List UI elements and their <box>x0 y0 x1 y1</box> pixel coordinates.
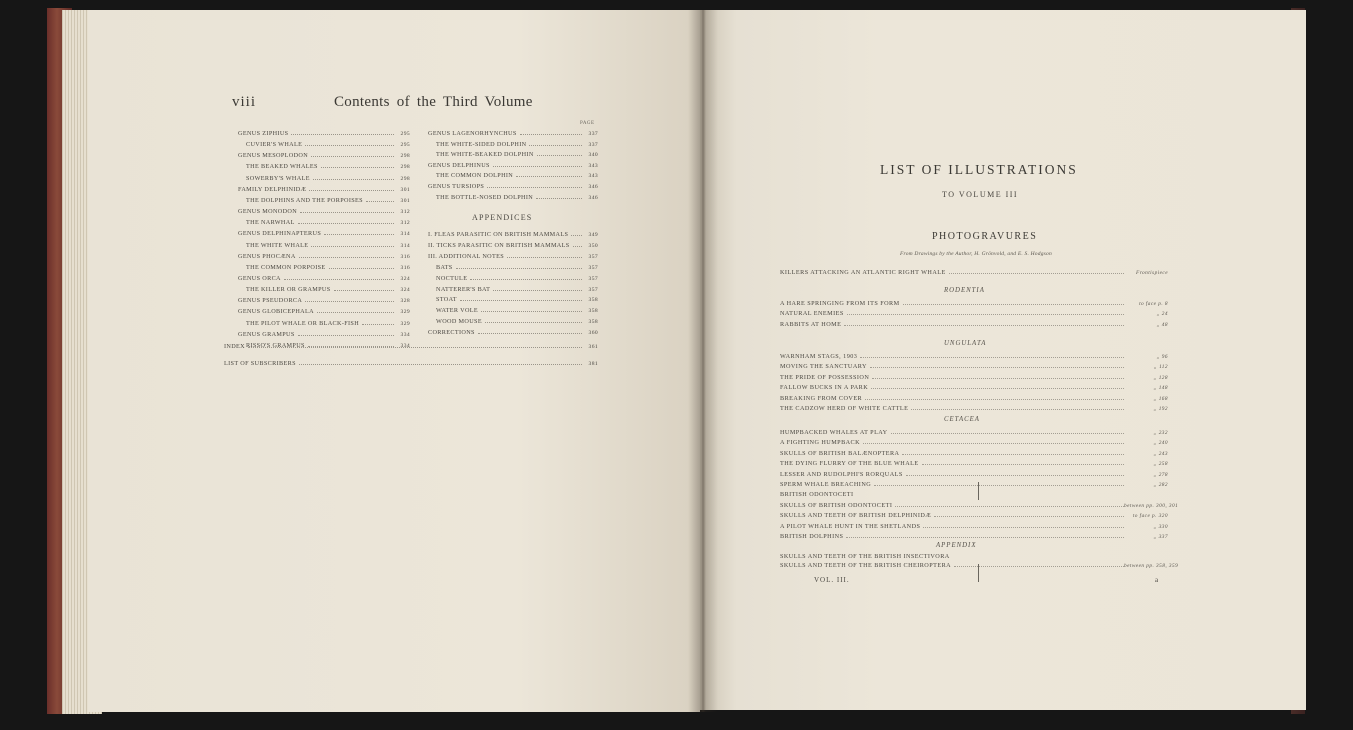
illustration-entry <box>780 307 1168 317</box>
toc-entry <box>436 261 598 271</box>
illustrations-title: LIST OF ILLUSTRATIONS <box>880 162 1078 177</box>
toc-entry-label: GENUS GRAMPUS <box>238 330 295 338</box>
dot-leader <box>954 566 1124 567</box>
illustration-title: SKULLS OF BRITISH BALÆNOPTERA <box>780 449 900 457</box>
toc-entry <box>246 261 410 271</box>
illustration-title: BRITISH DOLPHINS <box>780 533 844 540</box>
dot-leader <box>871 388 1124 389</box>
toc-entry-page: 346 <box>588 184 598 190</box>
toc-entry-label: I. FLEAS PARASITIC ON BRITISH MAMMALS <box>428 231 569 238</box>
illustration-page-ref: „ 337 <box>1153 534 1168 540</box>
illustration-entry <box>780 436 1168 446</box>
toc-entry-label: THE BEAKED WHALES <box>246 163 318 171</box>
illustration-title: BREAKING FROM COVER <box>780 394 863 402</box>
dot-leader <box>487 187 582 188</box>
illustration-entry <box>780 520 1168 530</box>
illustration-title: FALLOW BUCKS IN A PARK <box>780 384 869 392</box>
illustration-page-ref: between pp. 358, 359 <box>1124 563 1179 569</box>
toc-entry-label: GENUS MONODON <box>238 208 298 216</box>
right-page <box>700 10 1306 710</box>
dot-leader <box>516 176 582 177</box>
dot-leader <box>507 257 582 258</box>
toc-entry <box>238 205 410 215</box>
dot-leader <box>844 325 1124 326</box>
illustration-entry <box>780 488 1168 498</box>
toc-entry-label: NOCTULE <box>436 274 468 282</box>
illustration-page-ref: „ 48 <box>1156 321 1168 328</box>
illustration-entry <box>780 457 1168 467</box>
toc-entry <box>224 357 598 367</box>
dot-leader <box>313 179 394 180</box>
toc-entry-page: 298 <box>400 153 410 160</box>
toc-entry-page: 346 <box>588 194 598 201</box>
toc-entry-page: 324 <box>400 287 410 294</box>
dot-leader <box>305 145 394 146</box>
dot-leader <box>311 246 394 247</box>
illustration-entry <box>780 402 1168 412</box>
dot-leader <box>362 324 394 325</box>
illustration-page-ref: „ 240 <box>1153 440 1168 447</box>
toc-entry <box>436 169 598 179</box>
toc-entry <box>238 250 410 260</box>
toc-entry-page: 301 <box>400 197 410 204</box>
toc-entry-label: GENUS MESOPLODON <box>238 152 309 160</box>
dot-leader <box>291 134 394 135</box>
illustration-title: BRITISH ODONTOCETI <box>780 491 854 499</box>
illustration-entry <box>780 478 1168 488</box>
signature-mark: a <box>1155 576 1160 584</box>
toc-entry <box>246 239 410 249</box>
dot-leader <box>922 464 1124 465</box>
illustration-title: SKULLS AND TEETH OF THE BRITISH INSECTIVORA <box>780 553 950 560</box>
dot-leader <box>902 454 1124 455</box>
dot-leader <box>520 134 582 135</box>
toc-entry-label: BATS <box>436 263 453 271</box>
toc-entry-label: THE WHITE WHALE <box>246 241 309 249</box>
dot-leader <box>911 409 1124 410</box>
dot-leader <box>300 212 394 213</box>
toc-entry-label: RISSO'S GRAMPUS <box>246 341 305 349</box>
dot-leader <box>284 279 394 280</box>
brace-mark <box>976 482 979 500</box>
toc-entry <box>238 183 410 193</box>
illustration-page-ref: between pp. 300, 301 <box>1124 502 1179 509</box>
dot-leader <box>456 268 582 269</box>
dot-leader <box>460 300 582 301</box>
toc-entry-page: 358 <box>588 319 598 326</box>
illustration-entry <box>780 318 1168 328</box>
toc-entry-page: 329 <box>400 320 410 327</box>
illustration-title: KILLERS ATTACKING AN ATLANTIC RIGHT WHALE <box>780 269 946 276</box>
page-column-header: PAGE <box>580 121 595 126</box>
toc-entry-page: 295 <box>400 142 410 149</box>
dot-leader <box>903 304 1124 305</box>
illustration-page-ref: „ 24 <box>1156 311 1168 318</box>
toc-entry-page: 349 <box>588 232 598 238</box>
toc-entry <box>246 172 410 182</box>
illustration-entry <box>780 426 1168 436</box>
illustration-page-ref: „ 330 <box>1153 523 1168 530</box>
illustration-entry <box>780 392 1168 402</box>
toc-entry <box>428 228 598 238</box>
illustration-page-ref: „ 282 <box>1153 482 1168 488</box>
toc-entry-page: 381 <box>588 361 598 367</box>
category-heading: UNGULATA <box>944 340 987 347</box>
illustration-page-ref: to face p. 320 <box>1132 513 1168 520</box>
dot-leader <box>863 443 1124 444</box>
toc-entry-page: 328 <box>400 298 410 305</box>
toc-entry <box>428 239 598 249</box>
toc-entry <box>238 227 410 237</box>
illustration-title: SKULLS OF BRITISH ODONTOCETI <box>780 501 893 509</box>
dot-leader <box>493 166 582 167</box>
illustration-page-ref: „ 232 <box>1153 430 1168 436</box>
toc-entry-page: 357 <box>588 253 598 260</box>
illustration-page-ref: „ 243 <box>1153 450 1168 457</box>
illustration-title: WARNHAM STAGS, 1903 <box>780 353 858 360</box>
dot-leader <box>847 314 1124 315</box>
dot-leader <box>309 190 394 191</box>
toc-entry-label: II. TICKS PARASITIC ON BRITISH MAMMALS <box>428 241 570 249</box>
dot-leader <box>571 235 582 236</box>
toc-entry <box>246 283 410 293</box>
illustration-page-ref: „ 278 <box>1153 471 1168 478</box>
appendices-heading: APPENDICES <box>472 213 533 222</box>
toc-entry-page: 314 <box>400 242 410 249</box>
dot-leader <box>537 155 582 156</box>
dot-leader <box>324 234 394 235</box>
toc-entry <box>436 283 598 293</box>
illustration-entry <box>780 499 1179 509</box>
dot-leader <box>895 506 1124 507</box>
category-heading: CETACEA <box>944 416 980 423</box>
toc-entry-page: 357 <box>588 286 598 293</box>
toc-entry-label: THE BOTTLE-NOSED DOLPHIN <box>436 193 534 201</box>
illustration-page-ref: „ 112 <box>1153 364 1168 371</box>
toc-entry <box>436 191 598 201</box>
dot-leader <box>321 167 394 168</box>
illustration-title: THE DYING FLURRY OF THE BLUE WHALE <box>780 460 919 468</box>
toc-entry <box>238 305 410 315</box>
toc-entry <box>246 160 410 170</box>
toc-entry-page: 350 <box>588 242 598 249</box>
illustration-title: SPERM WHALE BREACHING <box>780 481 872 488</box>
dot-leader <box>299 364 582 365</box>
toc-entry <box>428 250 598 260</box>
credit-line: From Drawings by the Author, H. Grönvold, and E. S. Hodgson <box>900 251 1052 257</box>
dot-leader <box>870 367 1124 368</box>
dot-leader <box>366 201 394 202</box>
dot-leader <box>573 246 582 247</box>
toc-entry-label: GENUS DELPHINUS <box>428 161 490 169</box>
toc-entry-page: 361 <box>588 344 598 350</box>
dot-leader <box>860 357 1124 358</box>
toc-entry <box>224 340 598 350</box>
illustration-title: NATURAL ENEMIES <box>780 310 844 318</box>
toc-entry-page: 360 <box>588 330 598 337</box>
illustration-page-ref: „ 258 <box>1153 461 1168 468</box>
toc-entry-label: FAMILY DELPHINIDÆ <box>238 185 307 193</box>
illustration-title: A PILOT WHALE HUNT IN THE SHETLANDS <box>780 522 921 530</box>
toc-entry <box>246 317 410 327</box>
toc-entry <box>436 148 598 158</box>
toc-entry <box>238 127 410 137</box>
toc-entry <box>436 315 598 325</box>
book-gutter <box>688 10 718 712</box>
dot-leader <box>317 312 394 313</box>
toc-entry <box>436 272 598 282</box>
toc-entry-page: 358 <box>588 308 598 315</box>
illustration-title: A FIGHTING HUMPBACK <box>780 439 861 447</box>
toc-entry-page: 295 <box>400 131 410 137</box>
illustration-title: LESSER AND RUDOLPHI'S RORQUALS <box>780 470 903 478</box>
toc-entry-label: GENUS DELPHINAPTERUS <box>238 230 322 238</box>
dot-leader <box>891 433 1124 434</box>
section-heading: PHOTOGRAVURES <box>932 231 1038 242</box>
dot-leader <box>846 537 1124 538</box>
illustration-page-ref: Frontispiece <box>1136 270 1168 276</box>
toc-entry-page: 312 <box>400 220 410 227</box>
toc-entry-label: THE NARWHAL <box>246 219 295 227</box>
toc-entry-page: 298 <box>400 164 410 171</box>
left-page <box>88 10 700 712</box>
toc-entry-label: LIST OF SUBSCRIBERS <box>224 360 296 367</box>
toc-entry-label: NATTERER'S BAT <box>436 285 491 293</box>
toc-entry <box>428 127 598 137</box>
toc-entry-label: THE WHITE-BEAKED DOLPHIN <box>436 151 534 159</box>
illustration-page-ref: „ 168 <box>1153 395 1168 402</box>
dot-leader <box>874 485 1124 486</box>
dot-leader <box>485 322 582 323</box>
dot-leader <box>298 335 394 336</box>
toc-entry-label: GENUS PSEUDORCA <box>238 297 303 305</box>
toc-entry-page: 358 <box>588 297 598 304</box>
toc-entry <box>246 138 410 148</box>
toc-entry <box>238 328 410 338</box>
illustration-entry <box>780 371 1168 381</box>
dot-leader <box>529 145 582 146</box>
toc-entry-page: 357 <box>588 264 598 271</box>
toc-entry <box>436 304 598 314</box>
illustration-entry <box>780 468 1168 478</box>
toc-entry-label: GENUS TURSIOPS <box>428 183 485 190</box>
toc-entry-page: 334 <box>400 342 410 349</box>
toc-entry-label: SOWERBY'S WHALE <box>246 174 310 182</box>
toc-entry-label: CUVIER'S WHALE <box>246 141 303 149</box>
toc-entry <box>428 159 598 169</box>
toc-entry-label: THE KILLER OR GRAMPUS <box>246 286 331 294</box>
illustration-title: MOVING THE SANCTUARY <box>780 363 867 371</box>
toc-entry <box>238 294 410 304</box>
dot-leader <box>481 311 582 312</box>
toc-entry-page: 329 <box>400 309 410 316</box>
dot-leader <box>934 516 1124 517</box>
dot-leader <box>334 290 394 291</box>
toc-entry-label: GENUS PHOCÆNA <box>238 252 296 260</box>
category-heading: RODENTIA <box>944 287 985 294</box>
toc-entry <box>436 293 598 303</box>
illustration-entry <box>780 530 1168 540</box>
dot-leader <box>311 156 394 157</box>
category-heading: APPENDIX <box>936 542 977 549</box>
toc-entry-label: GENUS LAGENORHYNCHUS <box>428 130 517 137</box>
brace-mark <box>976 564 979 582</box>
illustration-page-ref: „ 96 <box>1156 354 1168 360</box>
toc-entry-page: 301 <box>400 186 410 193</box>
illustration-entry <box>780 381 1168 391</box>
toc-entry <box>436 138 598 148</box>
dot-leader <box>536 198 582 199</box>
toc-entry-page: 343 <box>588 173 598 180</box>
illustration-entry <box>780 266 1168 276</box>
toc-entry-label: GENUS ORCA <box>238 274 281 282</box>
illustrations-subtitle: TO VOLUME III <box>942 190 1019 199</box>
toc-entry-page: 340 <box>588 152 598 159</box>
toc-entry-label: CORRECTIONS <box>428 329 475 337</box>
dot-leader <box>865 399 1124 400</box>
toc-entry-label: GENUS GLOBICEPHALA <box>238 308 314 316</box>
illustration-page-ref: to face p. 8 <box>1139 301 1168 307</box>
illustration-page-ref: „ 128 <box>1153 374 1168 381</box>
illustration-entry <box>780 360 1168 370</box>
dot-leader <box>923 527 1124 528</box>
toc-entry-page: 337 <box>588 131 598 137</box>
dot-leader <box>248 347 582 348</box>
toc-entry-label: THE DOLPHINS AND THE PORPOISES <box>246 196 363 204</box>
toc-entry <box>428 326 598 336</box>
illustration-title: HUMPBACKED WHALES AT PLAY <box>780 429 888 436</box>
illustration-title: RABBITS AT HOME <box>780 320 842 328</box>
toc-entry-page: 316 <box>400 264 410 271</box>
dot-leader <box>478 333 582 334</box>
illustration-page-ref: „ 148 <box>1153 385 1168 392</box>
toc-entry-page: 334 <box>400 331 410 338</box>
toc-entry-page: 324 <box>400 275 410 282</box>
toc-entry-label: GENUS ZIPHIUS <box>238 130 289 137</box>
toc-entry-label: III. ADDITIONAL NOTES <box>428 252 505 260</box>
illustration-title: SKULLS AND TEETH OF BRITISH DELPHINIDÆ <box>780 512 932 520</box>
toc-entry-page: 316 <box>400 253 410 260</box>
toc-entry-page: 343 <box>588 162 598 169</box>
illustration-title: THE PRIDE OF POSSESSION <box>780 373 870 381</box>
toc-entry-label: STOAT <box>436 296 457 304</box>
illustration-entry <box>780 447 1168 457</box>
toc-entry <box>238 149 410 159</box>
toc-entry-label: THE PILOT WHALE OR BLACK-FISH <box>246 319 360 327</box>
dot-leader <box>872 378 1124 379</box>
illustration-entry <box>780 297 1168 307</box>
toc-entry-label: INDEX <box>224 343 245 350</box>
illustration-title: THE CADZOW HERD OF WHITE CATTLE <box>780 405 909 412</box>
dot-leader <box>298 223 394 224</box>
toc-entry <box>428 180 598 190</box>
illustration-title: A HARE SPRINGING FROM ITS FORM <box>780 300 900 307</box>
toc-entry-label: WATER VOLE <box>436 307 479 315</box>
illustration-page-ref: „ 192 <box>1153 406 1168 412</box>
toc-entry-page: 298 <box>400 175 410 182</box>
toc-entry-page: 337 <box>588 141 598 148</box>
illustration-entry <box>780 350 1168 360</box>
dot-leader <box>299 257 394 258</box>
toc-entry <box>246 194 410 204</box>
toc-entry-page: 314 <box>400 231 410 238</box>
toc-entry <box>246 216 410 226</box>
toc-entry-label: THE COMMON DOLPHIN <box>436 172 514 180</box>
dot-leader <box>329 268 394 269</box>
toc-entry-page: 357 <box>588 275 598 282</box>
toc-entry-label: WOOD MOUSE <box>436 318 482 326</box>
toc-entry-label: THE COMMON PORPOISE <box>246 263 326 271</box>
dot-leader <box>493 290 582 291</box>
running-title: Contents of the Third Volume <box>334 94 533 110</box>
dot-leader <box>906 475 1124 476</box>
illustration-entry <box>780 509 1168 519</box>
dot-leader <box>949 273 1124 274</box>
illustration-title: SKULLS AND TEETH OF THE BRITISH CHEIROPTERA <box>780 562 952 569</box>
volume-footer: VOL. III. <box>814 576 850 584</box>
toc-entry <box>238 272 410 282</box>
illustration-entry <box>780 559 1179 569</box>
page-number: viii <box>232 94 257 110</box>
dot-leader <box>470 279 582 280</box>
dot-leader <box>305 301 394 302</box>
toc-entry-label: THE WHITE-SIDED DOLPHIN <box>436 140 527 148</box>
toc-entry-page: 312 <box>400 209 410 216</box>
